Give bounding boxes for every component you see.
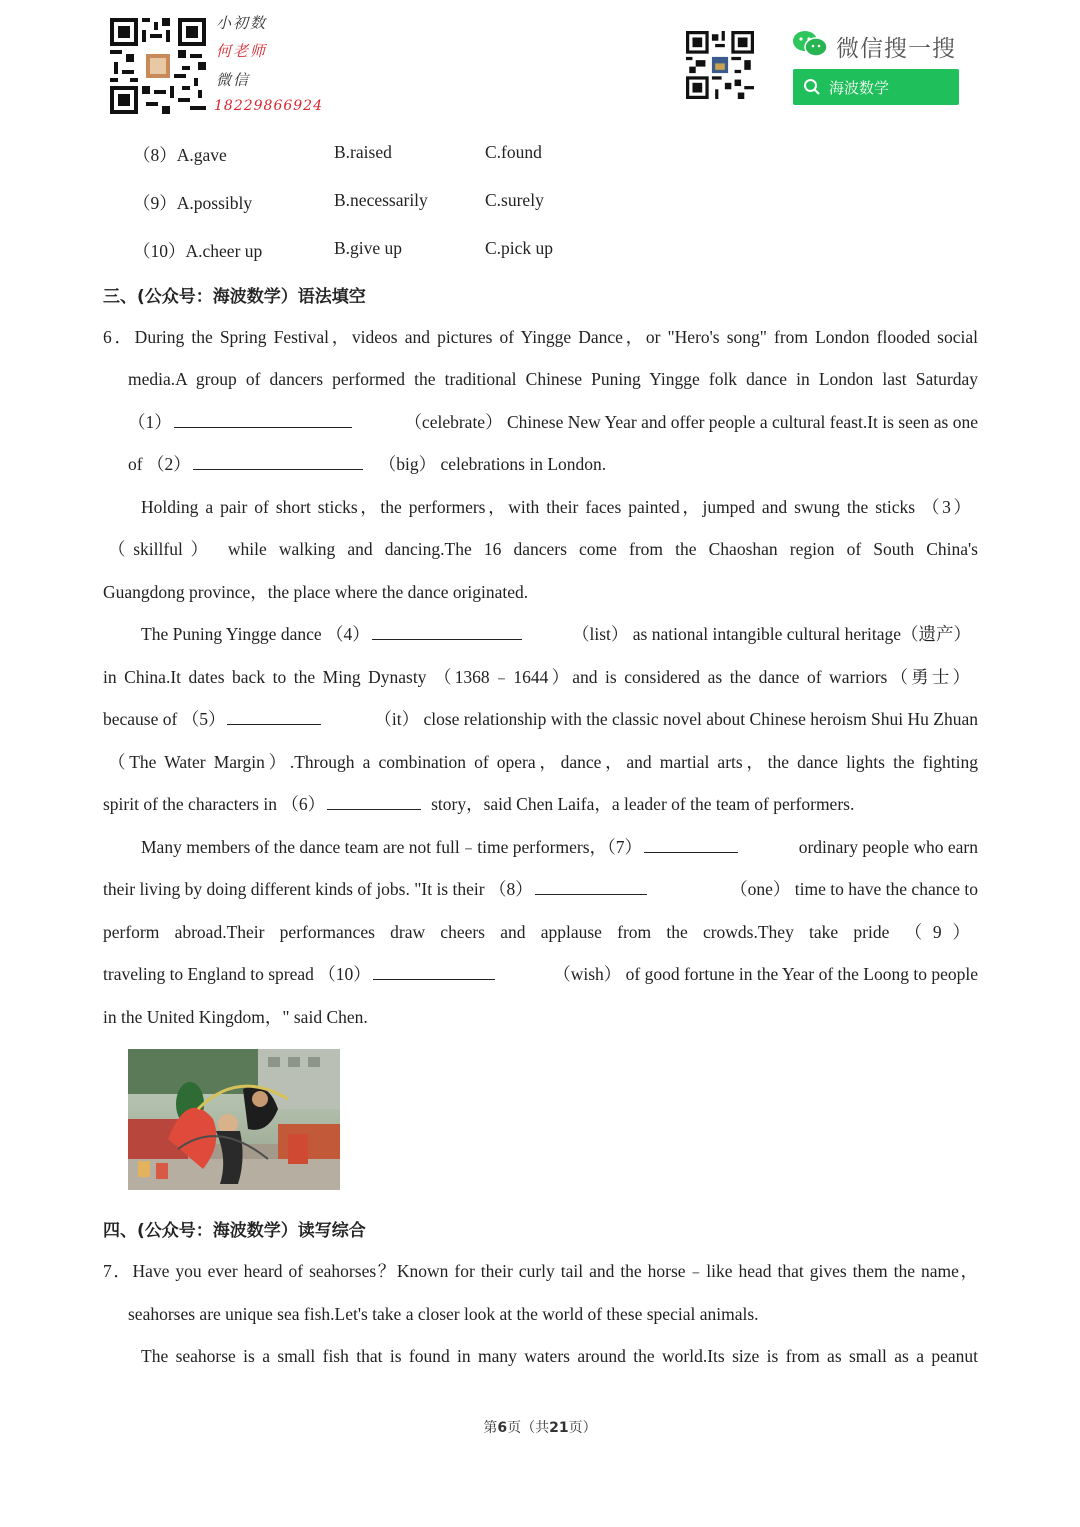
blank-5[interactable] bbox=[227, 708, 321, 725]
passage6-line-2: media.A group of dancers performed the traditional Chinese Puning Yingge folk dance in London last Saturday bbox=[128, 369, 978, 389]
passage6-line-4 bbox=[128, 452, 978, 476]
option-9-a: （9）A.possibly bbox=[133, 193, 253, 213]
passage6-line-12 bbox=[103, 792, 978, 816]
passage6-line-3-rest: （celebrate） Chinese New Year and offer people a cultural feast.It is seen as one bbox=[404, 412, 978, 432]
handwriting-line-1: 小初数 bbox=[216, 14, 268, 32]
handwriting-line-3: 微信 bbox=[216, 71, 251, 89]
option-10-a: （10）A.cheer up bbox=[133, 241, 263, 261]
passage6-line-10-rest: （it） close relationship with the classic novel about Chinese heroism Shui Hu Zhuan bbox=[374, 709, 978, 729]
footer-mid: 页（共 bbox=[507, 1420, 550, 1436]
passage7-line-3: The seahorse is a small fish that is found in many waters around the world.Its size is from as small as a peanut bbox=[141, 1346, 978, 1366]
passage6-line-16-rest: （wish） of good fortune in the Year of the Loong to people bbox=[553, 964, 978, 984]
search-button-label: 海波数学 bbox=[829, 78, 890, 97]
wechat-logo-icon bbox=[792, 29, 828, 59]
blank-10[interactable] bbox=[373, 963, 495, 980]
blank-5-label: because of （5） bbox=[103, 709, 226, 729]
handwriting-line-2: 何老师 bbox=[216, 42, 268, 60]
passage6-line-15: perform abroad.Their performances draw cheers and applause from the crowds.They take pride （9） bbox=[103, 922, 970, 942]
option-10-b: B.give up bbox=[334, 238, 403, 258]
footer-page-number: 6 bbox=[497, 1420, 508, 1436]
wechat-search-title: 微信搜一搜 bbox=[836, 36, 956, 62]
blank-10-label: traveling to England to spread （10） bbox=[103, 964, 371, 984]
passage6-line-13 bbox=[141, 835, 978, 859]
passage6-line-14 bbox=[103, 877, 978, 901]
blank-8[interactable] bbox=[535, 878, 647, 895]
qr-code-teacher bbox=[110, 18, 206, 114]
option-8-a: （8）A.gave bbox=[133, 145, 227, 165]
passage6-line-17: in the United Kingdom，" said Chen. bbox=[103, 1007, 368, 1027]
blank-4[interactable] bbox=[372, 623, 522, 640]
passage6-line-6: （skillful） while walking and dancing.The 16 dancers come from the Chaoshan region of South China's bbox=[108, 539, 978, 559]
passage6-line-4-rest: （big） celebrations in London. bbox=[378, 454, 607, 474]
passage6-line-10 bbox=[103, 707, 978, 731]
blank-8-label: their living by doing different kinds of jobs. "It is their （8） bbox=[103, 879, 533, 899]
passage6-line-1: 6．During the Spring Festival，videos and pictures of Yingge Dance，or "Hero's song" from London flooded social bbox=[103, 327, 978, 347]
passage6-line-9: in China.It dates back to the Ming Dynasty （1368﹣1644）and is considered as the dance of warriors（勇士） bbox=[103, 667, 970, 687]
qr-code-wechat bbox=[686, 31, 754, 99]
passage7-line-2: seahorses are unique sea fish.Let's take a closer look at the world of these special animals. bbox=[128, 1304, 759, 1324]
yingge-dance-photo bbox=[128, 1049, 340, 1190]
option-10-c: C.pick up bbox=[485, 238, 554, 258]
footer-post: 页） bbox=[568, 1420, 597, 1436]
passage6-line-16 bbox=[103, 962, 978, 986]
search-icon bbox=[803, 78, 821, 96]
footer-pre: 第 bbox=[483, 1420, 498, 1436]
footer-total-pages: 21 bbox=[549, 1420, 569, 1436]
blank-1[interactable] bbox=[174, 411, 352, 428]
wechat-search-button[interactable] bbox=[793, 69, 959, 105]
blank-2-label: of （2） bbox=[128, 454, 191, 474]
blank-2[interactable] bbox=[193, 453, 363, 470]
blank-7-label: Many members of the dance team are not full﹣time performers，（7） bbox=[141, 837, 643, 857]
option-8-b: B.raised bbox=[334, 142, 392, 162]
section-4-title: 四、(公众号：海波数学）读写综合 bbox=[103, 1221, 366, 1241]
page-footer bbox=[0, 1417, 1080, 1437]
blank-6-label: spirit of the characters in （6） bbox=[103, 794, 326, 814]
passage6-line-14-rest: （one） time to have the chance to bbox=[730, 879, 978, 899]
blank-7[interactable] bbox=[644, 836, 738, 853]
passage6-line-11: （The Water Margin）.Through a combination of opera，dance，and martial arts，the dance lights the fighting bbox=[108, 752, 978, 772]
option-9-b: B.necessarily bbox=[334, 190, 428, 210]
section-3-title: 三、(公众号：海波数学）语法填空 bbox=[103, 287, 366, 307]
blank-6[interactable] bbox=[327, 793, 421, 810]
passage6-line-8 bbox=[141, 622, 971, 646]
passage6-line-7: Guangdong province，the place where the dance originated. bbox=[103, 582, 529, 602]
option-8-c: C.found bbox=[485, 142, 542, 162]
passage6-line-12-rest: story，said Chen Laifa，a leader of the team of performers. bbox=[431, 794, 855, 814]
passage7-line-1: 7．Have you ever heard of seahorses？Known for their curly tail and the horse﹣like head that gives them the name， bbox=[103, 1261, 978, 1281]
passage6-line-5: Holding a pair of short sticks，the performers，with their faces painted，jumped and swung the sticks （3） bbox=[141, 497, 971, 517]
passage6-line-8-rest: （list） as national intangible cultural heritage（遗产） bbox=[571, 624, 971, 644]
blank-1-label: （1） bbox=[128, 412, 172, 432]
handwriting-phone: 18229866924 bbox=[214, 98, 323, 114]
passage6-line-3 bbox=[128, 410, 978, 434]
passage6-line-13-rest: ordinary people who earn bbox=[798, 837, 978, 857]
option-9-c: C.surely bbox=[485, 190, 544, 210]
blank-4-label: The Puning Yingge dance （4） bbox=[141, 624, 370, 644]
